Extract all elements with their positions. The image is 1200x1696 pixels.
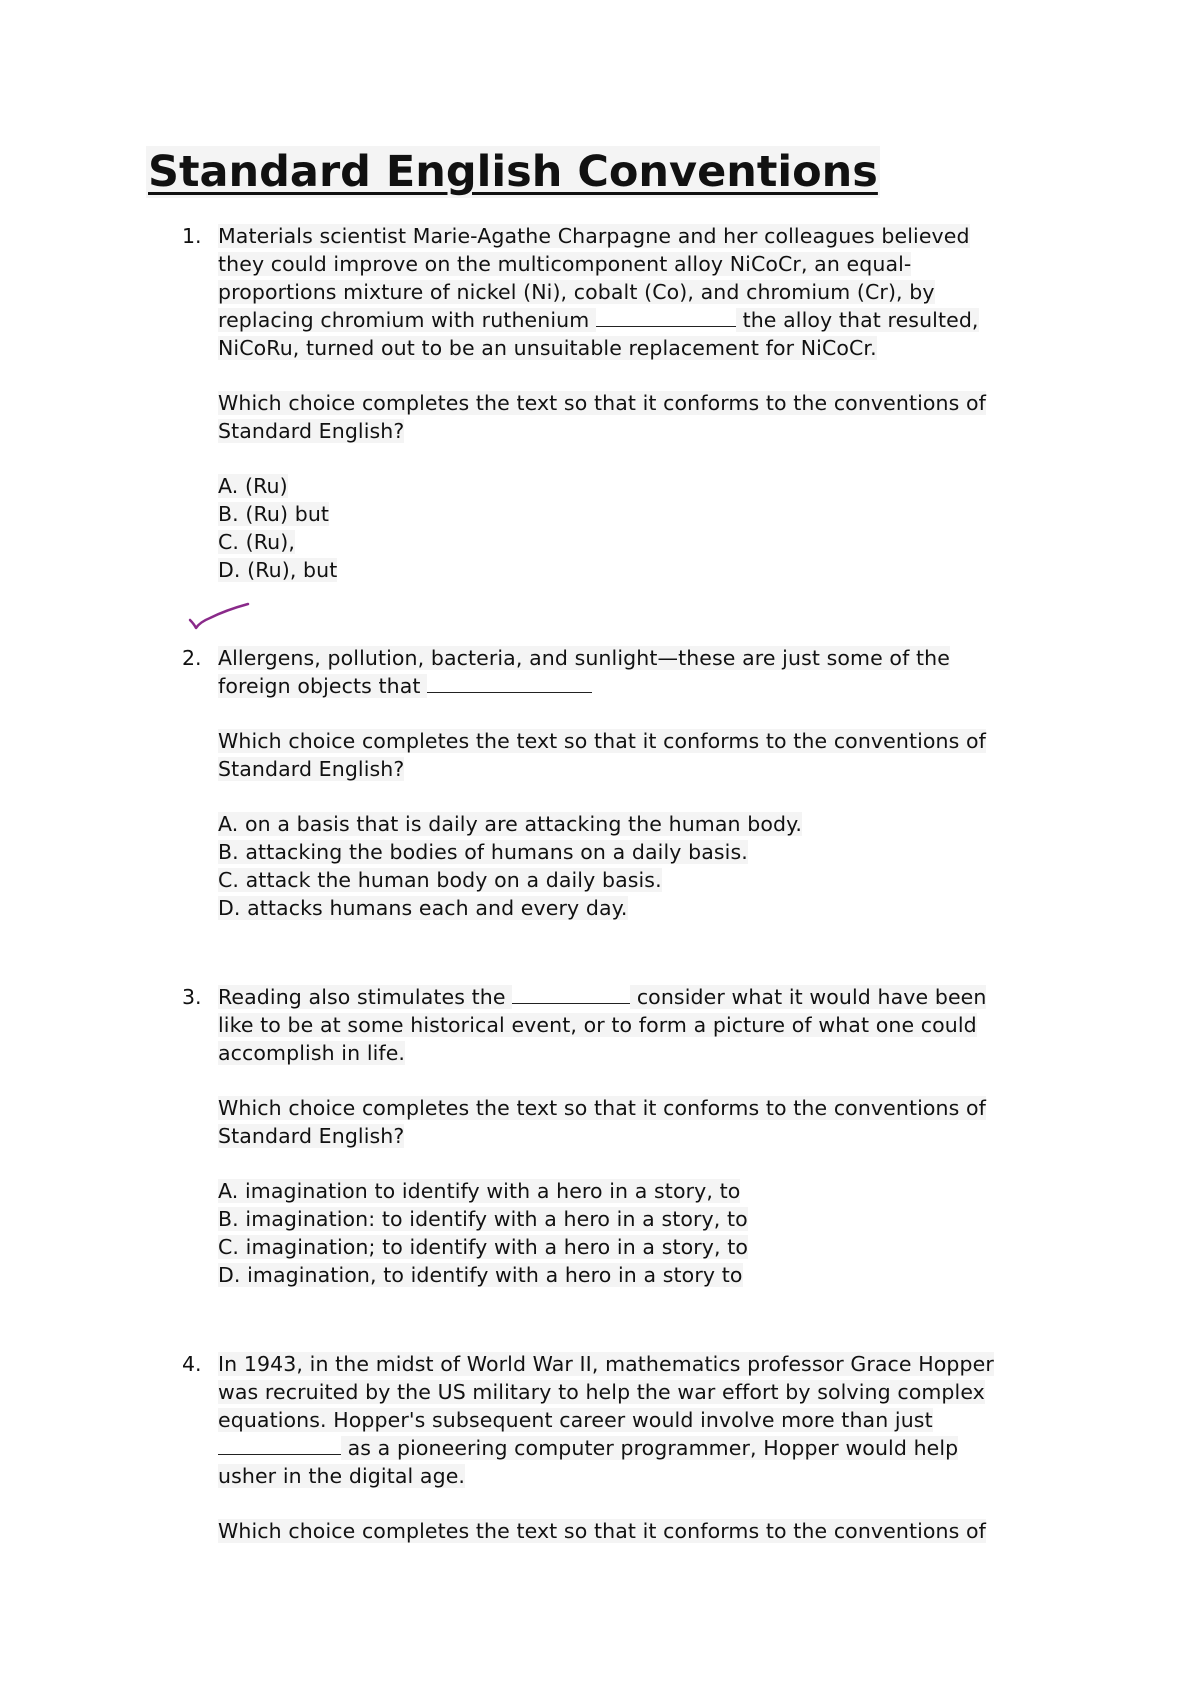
question-text-line: Allergens, pollution, bacteria, and sunlight—these are just some of the [218, 646, 950, 670]
question-text-line: was recruited by the US military to help the war effort by solving complex [218, 1380, 985, 1404]
question-text-line: equations. Hopper's subsequent career would involve more than just [218, 1408, 933, 1432]
question-text-line: Reading also stimulates the [218, 985, 506, 1009]
question-text-line: NiCoRu, turned out to be an unsuitable replacement for NiCoCr. [218, 336, 877, 360]
answer-option: B. (Ru) but [218, 502, 330, 526]
prompt-line: Which choice completes the text so that it conforms to the conventions of [218, 1096, 986, 1120]
question-text-line: Materials scientist Marie-Agathe Charpagne and her colleagues believed [218, 224, 970, 248]
answer-option: D. attacks humans each and every day. [218, 896, 628, 920]
answer-option: D. imagination, to identify with a hero in a story to [218, 1263, 743, 1287]
question-text-line: consider what it would have been [636, 985, 987, 1009]
prompt-line: Which choice completes the text so that it conforms to the conventions of [218, 729, 986, 753]
question-text-line: as a pioneering computer programmer, Hopper would help [347, 1436, 959, 1460]
question-text-line: the alloy that resulted, [742, 308, 979, 332]
question-text-line: usher in the digital age. [218, 1464, 466, 1488]
question-text-line: they could improve on the multicomponent alloy NiCoCr, an equal- [218, 252, 912, 276]
prompt-line: Standard English? [218, 757, 405, 781]
answer-option: C. imagination; to identify with a hero in a story, to [218, 1235, 749, 1259]
answer-option: B. attacking the bodies of humans on a daily basis. [218, 840, 748, 864]
answer-blank [218, 1434, 341, 1455]
prompt-line: Which choice completes the text so that it conforms to the conventions of [218, 1519, 986, 1543]
question-text-line: like to be at some historical event, or to form a picture of what one could [218, 1013, 977, 1037]
answer-blank [427, 672, 592, 693]
question-number: 4. [182, 1352, 202, 1376]
answer-option: C. attack the human body on a daily basis. [218, 868, 662, 892]
question-text-line: foreign objects that [218, 674, 421, 698]
answer-option: A. on a basis that is daily are attacking the human body. [218, 812, 803, 836]
question-text-line: In 1943, in the midst of World War II, mathematics professor Grace Hopper [218, 1352, 994, 1376]
question-text-line: proportions mixture of nickel (Ni), cobalt (Co), and chromium (Cr), by [218, 280, 935, 304]
answer-blank [512, 983, 630, 1004]
answer-blank [596, 306, 736, 327]
question-number: 3. [182, 985, 202, 1009]
answer-option: A. (Ru) [218, 474, 288, 498]
question-text-line: replacing chromium with ruthenium [218, 308, 590, 332]
prompt-line: Standard English? [218, 1124, 405, 1148]
answer-option: D. (Ru), but [218, 558, 338, 582]
answer-option: C. (Ru), [218, 530, 295, 554]
answer-option: A. imagination to identify with a hero in a story, to [218, 1179, 741, 1203]
handwritten-check-mark [186, 598, 256, 638]
question-number: 2. [182, 646, 202, 670]
prompt-line: Which choice completes the text so that it conforms to the conventions of [218, 391, 986, 415]
prompt-line: Standard English? [218, 419, 405, 443]
question-text-line: accomplish in life. [218, 1041, 406, 1065]
page-title: Standard English Conventions [148, 147, 878, 197]
question-number: 1. [182, 224, 202, 248]
answer-option: B. imagination: to identify with a hero in a story, to [218, 1207, 748, 1231]
